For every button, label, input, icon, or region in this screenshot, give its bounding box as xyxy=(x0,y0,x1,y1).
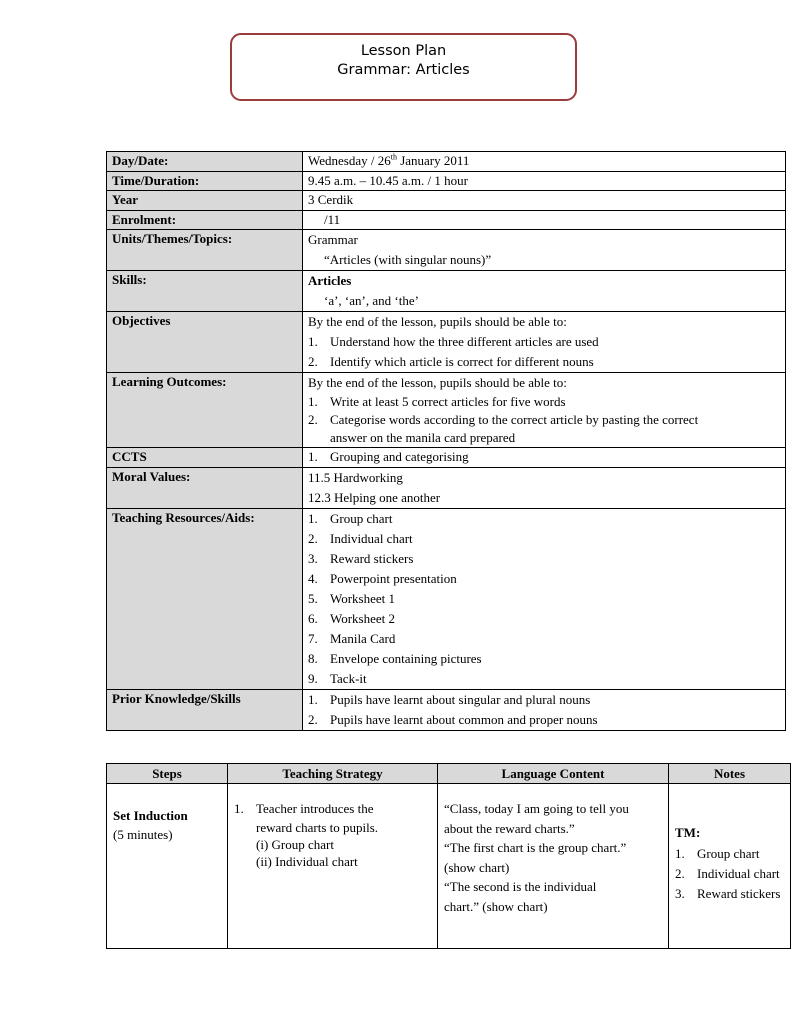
header-notes: Notes xyxy=(669,764,791,784)
title-line-1: Lesson Plan xyxy=(360,43,447,59)
notes-item-3: Reward stickers xyxy=(697,886,781,901)
label-units: Units/Themes/Topics: xyxy=(107,230,303,271)
resource-item-8: Envelope containing pictures xyxy=(330,650,482,666)
label-outcomes: Learning Outcomes: xyxy=(107,373,303,448)
label-objectives: Objectives xyxy=(107,312,303,373)
value-enrolment xyxy=(303,210,786,230)
row-day-date xyxy=(107,152,786,172)
value-ccts: 1. Grouping and categorising xyxy=(303,448,786,468)
resource-item: 6. Worksheet 2 xyxy=(308,610,396,626)
label-enrolment: Enrolment: xyxy=(107,210,303,230)
steps-table xyxy=(106,763,786,949)
value-moral xyxy=(303,467,786,508)
resource-item: 4. Powerpoint presentation xyxy=(308,570,457,586)
outcomes-item: 2. Categorise words according to the correct article by pasting the correct xyxy=(308,412,699,427)
strategy-item xyxy=(234,799,431,870)
row-year xyxy=(107,191,786,211)
value-units xyxy=(303,230,786,271)
label-prior: Prior Knowledge/Skills xyxy=(107,689,303,730)
value-prior xyxy=(303,689,786,730)
moral-line-2: 12.3 Helping one another xyxy=(308,489,441,505)
language-line-1: “Class, today I am going to tell you xyxy=(444,801,629,816)
resource-item-5: Worksheet 1 xyxy=(330,590,396,606)
label-day-date: Day/Date: xyxy=(107,152,303,172)
cell-step xyxy=(107,784,228,949)
row-objectives xyxy=(107,312,786,373)
language-line-5: “The second is the individual xyxy=(444,879,597,894)
ccts-item: Grouping and categorising xyxy=(330,449,469,464)
skills-line-2: ‘a’, ‘an’, and ‘the’ xyxy=(324,293,419,308)
language-line-4: (show chart) xyxy=(444,859,510,875)
strategy-line-2: reward charts to pupils. xyxy=(256,820,379,835)
value-objectives xyxy=(303,312,786,373)
strategy-line-1: Teacher introduces the xyxy=(256,801,374,816)
outcomes-intro: By the end of the lesson, pupils should be able to: xyxy=(308,375,567,390)
header-steps: Steps xyxy=(107,764,228,784)
prior-item: 1. Pupils have learnt about singular and plural nouns xyxy=(308,691,591,707)
resource-item-7: Manila Card xyxy=(330,630,396,646)
resource-item-9: Tack-it xyxy=(330,670,367,686)
row-outcomes xyxy=(107,373,786,448)
title-line-2: Grammar: Articles xyxy=(337,62,470,78)
skills-line-1: Articles xyxy=(308,273,352,288)
resource-item: 9. Tack-it xyxy=(308,670,367,686)
objectives-item-1: Understand how the three different articles are used xyxy=(330,334,599,349)
resource-item-1: Group chart xyxy=(330,510,393,526)
resource-item-6: Worksheet 2 xyxy=(330,610,396,626)
enrolment-value: /11 xyxy=(324,211,341,227)
outcomes-item-1: Write at least 5 correct articles for five words xyxy=(330,394,566,409)
label-ccts: CCTS xyxy=(107,448,303,468)
value-outcomes xyxy=(303,373,786,448)
row-time xyxy=(107,171,786,191)
cell-strategy xyxy=(228,784,438,949)
notes-item-1: Group chart xyxy=(697,846,760,861)
label-skills: Skills: xyxy=(107,271,303,312)
resource-item-2: Individual chart xyxy=(330,530,413,546)
language-line-6: chart.” (show chart) xyxy=(444,898,548,914)
units-line-1: Grammar xyxy=(308,232,358,247)
resource-item: 2. Individual chart xyxy=(308,530,413,546)
resource-item-4: Powerpoint presentation xyxy=(330,570,457,586)
value-year xyxy=(303,191,786,211)
row-units xyxy=(107,230,786,271)
resource-item-3: Reward stickers xyxy=(330,550,414,566)
notes-item-2: Individual chart xyxy=(697,866,780,881)
time-value: 9.45 a.m. – 10.45 a.m. / 1 hour xyxy=(308,172,468,188)
row-prior xyxy=(107,689,786,730)
label-moral: Moral Values: xyxy=(107,467,303,508)
outcomes-item: 1. Write at least 5 correct articles for five words xyxy=(308,394,566,409)
strategy-line-3: (i) Group chart xyxy=(256,837,334,852)
prior-item-1: Pupils have learnt about singular and plural nouns xyxy=(330,691,591,707)
steps-header-row xyxy=(107,764,791,784)
label-time: Time/Duration: xyxy=(107,171,303,191)
language-line-3: “The first chart is the group chart.” xyxy=(444,840,627,855)
header-language-content: Language Content xyxy=(438,764,669,784)
day-date-pre: Wednesday / 26 xyxy=(308,153,391,168)
cell-language-content xyxy=(438,784,669,949)
row-skills xyxy=(107,271,786,312)
value-day-date xyxy=(303,152,786,172)
row-moral xyxy=(107,467,786,508)
notes-title: TM: xyxy=(675,825,701,840)
cell-notes xyxy=(669,784,791,949)
language-line-2: about the reward charts.” xyxy=(444,820,575,836)
strategy-num: 1. xyxy=(234,801,244,816)
row-resources xyxy=(107,508,786,689)
resource-item: 8. Envelope containing pictures xyxy=(308,650,482,666)
resource-item: 1. Group chart xyxy=(308,510,393,526)
objectives-item: 1. Understand how the three different articles are used xyxy=(308,334,599,349)
objectives-intro: By the end of the lesson, pupils should be able to: xyxy=(308,314,567,329)
label-resources: Teaching Resources/Aids: xyxy=(107,508,303,689)
value-time xyxy=(303,171,786,191)
strategy-line-4: (ii) Individual chart xyxy=(256,854,358,869)
step-title: Set Induction xyxy=(113,808,188,823)
label-year: Year xyxy=(107,191,303,211)
value-resources xyxy=(303,508,786,689)
prior-item: 2. Pupils have learnt about common and proper nouns xyxy=(308,711,598,727)
notes-item: 2. Individual chart xyxy=(675,866,780,881)
lesson-info-table xyxy=(106,151,786,731)
title-box xyxy=(230,33,577,101)
year-value: 3 Cerdik xyxy=(308,192,354,207)
notes-item: 3. Reward stickers xyxy=(675,886,781,901)
header-teaching-strategy: Teaching Strategy xyxy=(228,764,438,784)
day-date-sup: th xyxy=(390,152,397,162)
units-line-2: “Articles (with singular nouns)” xyxy=(324,252,492,267)
row-enrolment xyxy=(107,210,786,230)
objectives-item-2: Identify which article is correct for different nouns xyxy=(330,354,594,369)
notes-item: 1. Group chart xyxy=(675,846,760,861)
moral-line-1: 11.5 Hardworking xyxy=(308,469,403,485)
objectives-item: 2. Identify which article is correct for different nouns xyxy=(308,354,594,369)
step-time: (5 minutes) xyxy=(113,827,173,842)
prior-item-2: Pupils have learnt about common and proper nouns xyxy=(330,711,598,727)
resource-item: 7. Manila Card xyxy=(308,630,396,646)
outcomes-item-2b: answer on the manila card prepared xyxy=(330,430,516,445)
row-ccts xyxy=(107,448,786,468)
value-skills xyxy=(303,271,786,312)
resource-item: 3. Reward stickers xyxy=(308,550,414,566)
resource-item: 5. Worksheet 1 xyxy=(308,590,396,606)
steps-row-set-induction xyxy=(107,784,791,949)
day-date-post: January 2011 xyxy=(396,153,470,168)
outcomes-item-2a: Categorise words according to the correct article by pasting the correct xyxy=(330,412,699,427)
